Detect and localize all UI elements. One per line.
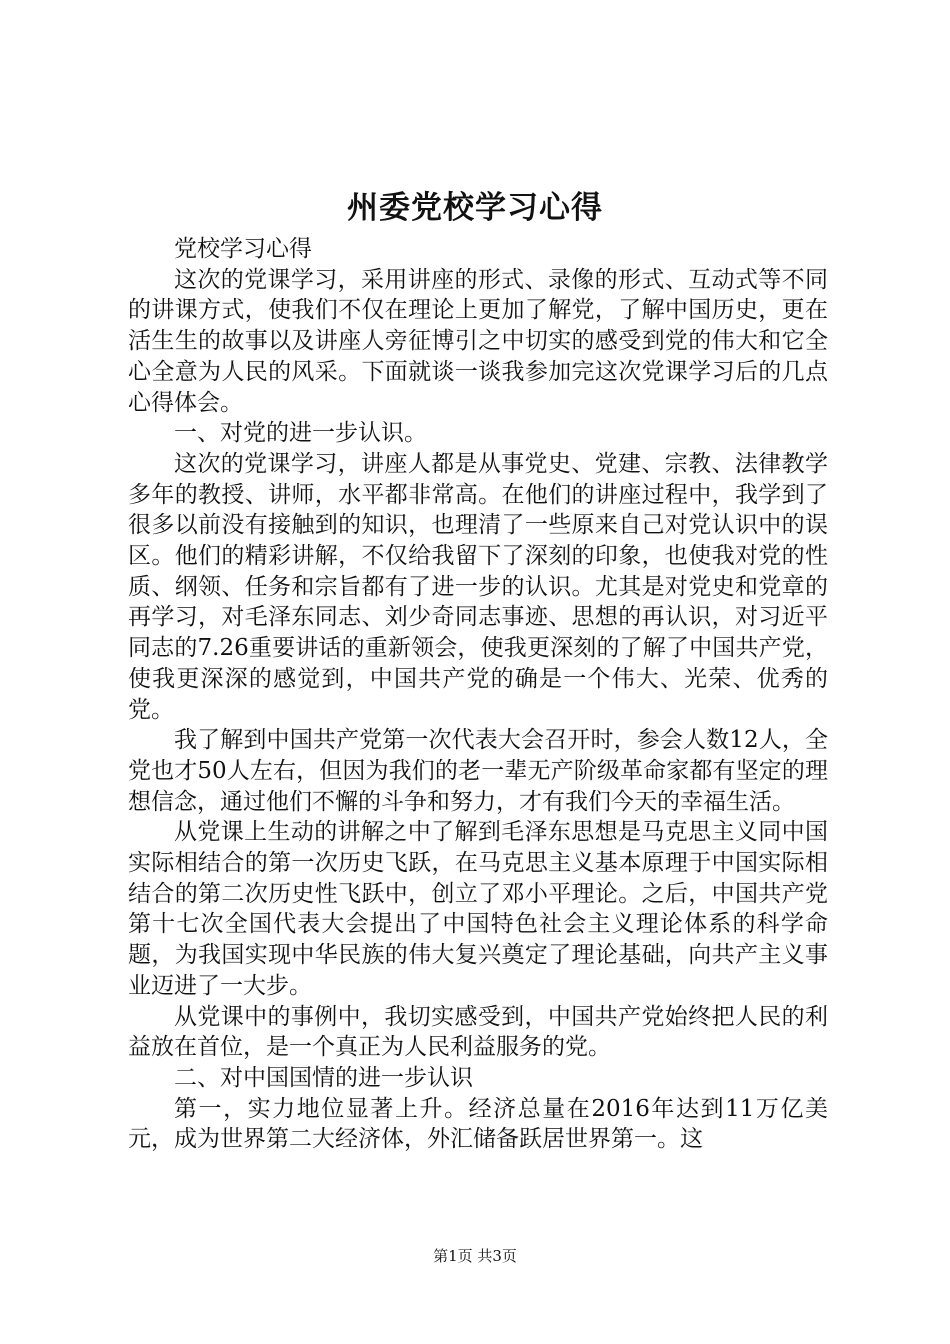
paragraph: 从党课上生动的讲解之中了解到毛泽东思想是马克思主义同中国实际相结合的第一次历史飞跃，在马克思主义基本原理于中国实际相结合的第二次历史性飞跃中，创立了邓小平理论。之后，中国共产党第十七次全国代表大会提出了中国特色社会主义理论体系的科学命题，为我国实现中华民族的伟大复兴奠定了理论基础，向共产主义事业迈进了一大步。 <box>128 819 828 999</box>
paragraph-subtitle: 党校学习心得 <box>174 236 312 262</box>
page-footer: 第1页 共3页 <box>433 1247 517 1265</box>
section-heading: 一、对党的进一步认识。 <box>174 420 427 447</box>
paragraph: 这次的党课学习，采用讲座的形式、录像的形式、互动式等不同的讲课方式，使我们不仅在理论上更加了解党，了解中国历史，更在活生生的故事以及讲座人旁征博引之中切实的感受到党的伟大和它全心全意为人民的风采。下面就谈一谈我参加完这次党课学习后的几点心得体会。 <box>128 266 828 416</box>
document-title: 州委党校学习心得 <box>347 190 603 226</box>
paragraph: 我了解到中国共产党第一次代表大会召开时，参会人数12人，全党也才50人左右，但因为我们的老一辈无产阶级革命家都有坚定的理想信念，通过他们不懈的斗争和努力，才有我们今天的幸福生活。 <box>128 727 828 815</box>
paragraph: 从党课中的事例中，我切实感受到，中国共产党始终把人民的利益放在首位，是一个真正为人民利益服务的党。 <box>128 1003 828 1061</box>
paragraph: 第一，实力地位显著上升。经济总量在2016年达到11万亿美元，成为世界第二大经济体，外汇储备跃居世界第一。这 <box>128 1095 828 1153</box>
paragraph: 这次的党课学习，讲座人都是从事党史、党建、宗教、法律教学多年的教授、讲师，水平都非常高。在他们的讲座过程中，我学到了很多以前没有接触到的知识，也理清了一些原来自己对党认识中的误区。他们的精彩讲解，不仅给我留下了深刻的印象，也使我对党的性质、纲领、任务和宗旨都有了进一步的认识。尤其是对党史和党章的再学习，对毛泽东同志、刘少奇同志事迹、思想的再认识，对习近平同志的7.26重要讲话的重新领会，使我更深刻的了解了中国共产党，使我更深深的感觉到，中国共产党的确是一个伟大、光荣、优秀的党。 <box>128 450 828 723</box>
section-heading: 二、对中国国情的进一步认识 <box>174 1064 473 1091</box>
document-body <box>128 234 828 1155</box>
